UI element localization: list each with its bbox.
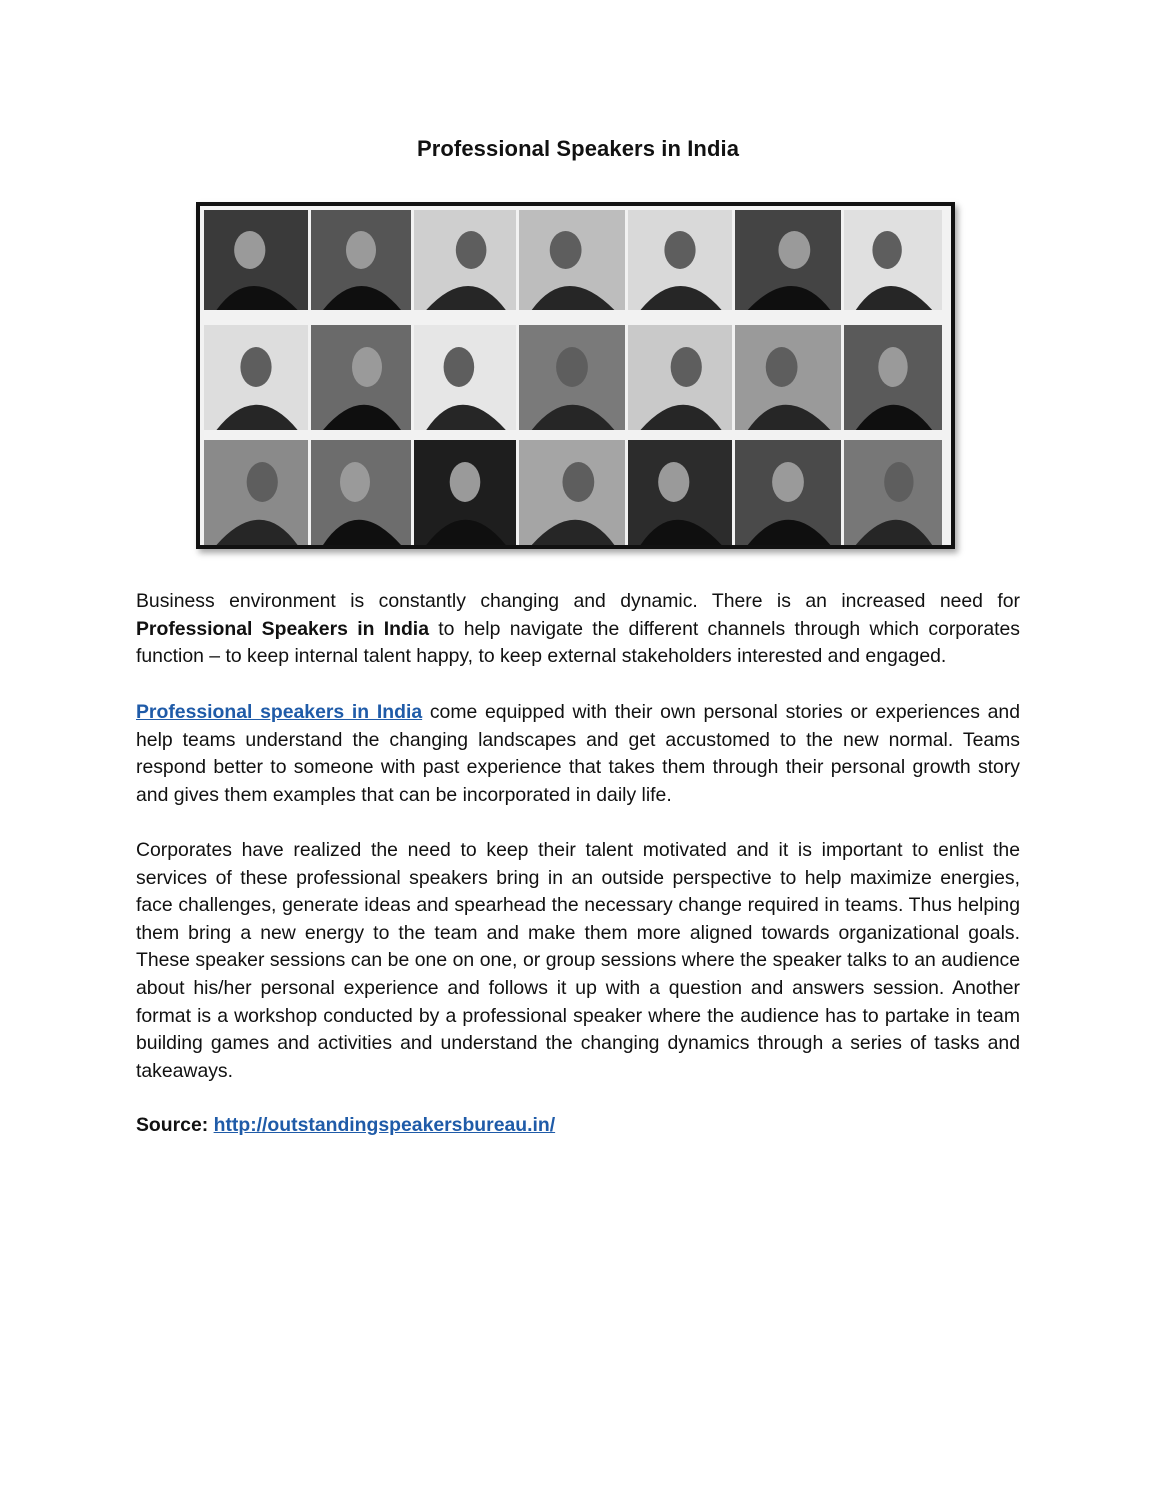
speaker-photo bbox=[311, 210, 411, 310]
speaker-photo bbox=[844, 325, 942, 430]
paragraph-intro: Business environment is constantly changing and dynamic. There is an increased need for Professional Speakers in India to help navigate the different channels through which corporates function – to keep internal talent happy, to keep external stakeholders interested and engaged. bbox=[136, 590, 1020, 668]
speakers-link[interactable]: Professional speakers in India bbox=[136, 701, 423, 723]
speaker-photo bbox=[628, 440, 732, 545]
speaker-photo bbox=[519, 440, 625, 545]
speaker-photo bbox=[735, 325, 841, 430]
paragraph-speakers: Professional speakers in India come equipped with their own personal stories or experiences and help teams understand the changing landscapes and get accustomed to the new normal. Teams respond better to someone with past experience that takes them through their personal growth story and gives them examples that can be incorporated in daily life. bbox=[136, 701, 1020, 806]
speaker-photo bbox=[311, 325, 411, 430]
speaker-photo-grid bbox=[196, 202, 955, 549]
paragraph-corporates: Corporates have realized the need to keep their talent motivated and it is important to enlist the services of these professional speakers bring in an outside perspective to help maximize energies, face challenges, generate ideas and spearhead the necessary change required in teams. Thus helping them bring a new energy to the team and make them more aligned towards organizational goals. These speaker sessions can be one on one, or group sessions where the speaker talks to an audience about his/her personal experience and follows it up with a question and answers session. Another format is a workshop conducted by a professional speaker where the audience has to partake in team building games and activities and understand the changing dynamics through a series of tasks and takeaways. bbox=[136, 839, 1020, 1082]
source-link[interactable]: http://outstandingspeakersbureau.in/ bbox=[213, 1114, 556, 1136]
source-label: Source: bbox=[136, 1114, 209, 1136]
bold-phrase: Professional Speakers in India bbox=[136, 617, 429, 640]
source-line bbox=[136, 1112, 1020, 1140]
speaker-photo bbox=[204, 210, 308, 310]
speaker-photo bbox=[311, 440, 411, 545]
speaker-photo bbox=[844, 210, 942, 310]
speaker-photo bbox=[735, 210, 841, 310]
speaker-photo bbox=[628, 210, 732, 310]
page-title: Professional Speakers in India bbox=[416, 136, 740, 161]
speaker-photo bbox=[519, 210, 625, 310]
speaker-photo bbox=[414, 325, 516, 430]
speaker-photo bbox=[204, 440, 308, 545]
speaker-photo bbox=[844, 440, 942, 545]
speaker-photo bbox=[204, 325, 308, 430]
speaker-photo bbox=[735, 440, 841, 545]
speaker-photo bbox=[519, 325, 625, 430]
speaker-photo bbox=[414, 440, 516, 545]
speaker-photo bbox=[414, 210, 516, 310]
speaker-photo bbox=[628, 325, 732, 430]
